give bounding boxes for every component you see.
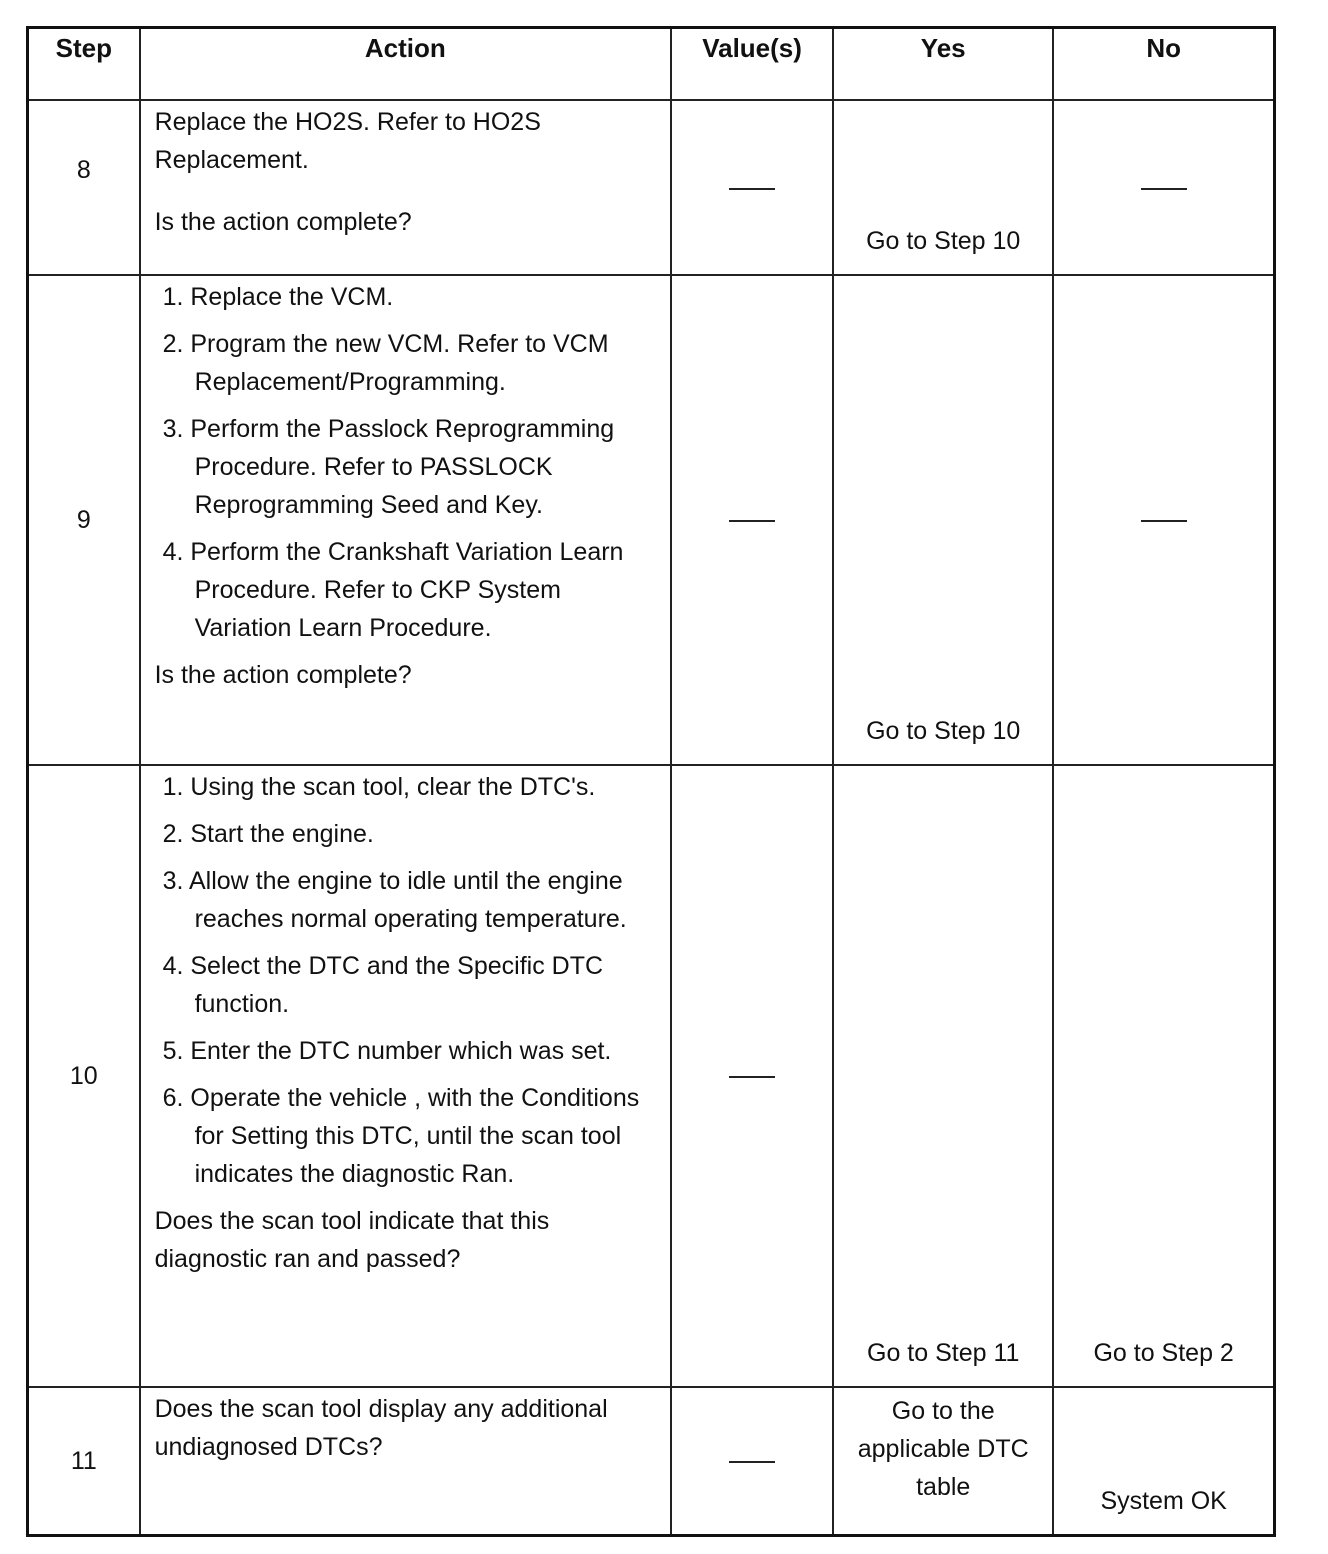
yes-cell: Go to Step 10 <box>833 100 1053 275</box>
action-step: 2. Program the new VCM. Refer to VCM Replacement/Programming. <box>162 330 609 396</box>
action-step: 4. Select the DTC and the Specific DTC function. <box>162 952 604 1018</box>
action-step: 4. Perform the Crankshaft Variation Learn Procedure. Refer to CKP System Variation Learn Procedure. <box>162 538 624 642</box>
value-cell <box>671 1387 833 1535</box>
header-yes: Yes <box>833 28 1053 101</box>
value-cell <box>671 100 833 275</box>
action-cell <box>140 275 671 765</box>
no-dash <box>1141 188 1187 190</box>
header-action: Action <box>140 28 671 101</box>
action-step: 2. Start the engine. <box>162 820 374 848</box>
action-text: Replace the HO2S. Refer to HO2S Replacement. <box>154 108 541 174</box>
action-question: Is the action complete? <box>154 208 412 236</box>
header-values: Value(s) <box>671 28 833 101</box>
value-dash <box>729 1461 775 1463</box>
header-row <box>28 28 1275 101</box>
action-step: 3. Perform the Passlock Reprogramming Procedure. Refer to PASSLOCK Reprogramming Seed and Key. <box>162 415 615 519</box>
header-no: No <box>1053 28 1274 101</box>
action-question: Is the action complete? <box>154 661 412 689</box>
step-number: 9 <box>28 275 140 765</box>
action-question: Does the scan tool display any additional undiagnosed DTCs? <box>154 1395 608 1461</box>
no-dash <box>1141 520 1187 522</box>
yes-cell: Go to Step 11 <box>833 765 1053 1387</box>
action-step: 6. Operate the vehicle , with the Conditions for Setting this DTC, until the scan tool indicates the diagnostic Ran. <box>162 1084 640 1188</box>
step-number: 10 <box>28 765 140 1387</box>
table-row <box>28 1387 1275 1535</box>
yes-cell: Go to the applicable DTC table <box>833 1387 1053 1535</box>
action-cell <box>140 765 671 1387</box>
diagnostic-table <box>26 26 1276 1537</box>
action-step: 5. Enter the DTC number which was set. <box>162 1037 612 1065</box>
value-dash <box>729 188 775 190</box>
no-cell <box>1053 275 1274 765</box>
value-dash <box>729 1076 775 1078</box>
action-cell <box>140 1387 671 1535</box>
step-number: 11 <box>28 1387 140 1535</box>
header-step: Step <box>28 28 140 101</box>
table-row <box>28 765 1275 1387</box>
step-number: 8 <box>28 100 140 275</box>
action-step: 3. Allow the engine to idle until the engine reaches normal operating temperature. <box>162 867 627 933</box>
table-row <box>28 275 1275 765</box>
yes-cell: Go to Step 10 <box>833 275 1053 765</box>
no-cell: System OK <box>1053 1387 1274 1535</box>
value-dash <box>729 520 775 522</box>
value-cell <box>671 765 833 1387</box>
no-cell <box>1053 100 1274 275</box>
value-cell <box>671 275 833 765</box>
no-cell: Go to Step 2 <box>1053 765 1274 1387</box>
action-question: Does the scan tool indicate that this diagnostic ran and passed? <box>154 1207 550 1273</box>
action-step: 1. Replace the VCM. <box>162 283 394 311</box>
action-cell <box>140 100 671 275</box>
action-step: 1. Using the scan tool, clear the DTC's. <box>162 773 596 801</box>
table-row <box>28 100 1275 275</box>
